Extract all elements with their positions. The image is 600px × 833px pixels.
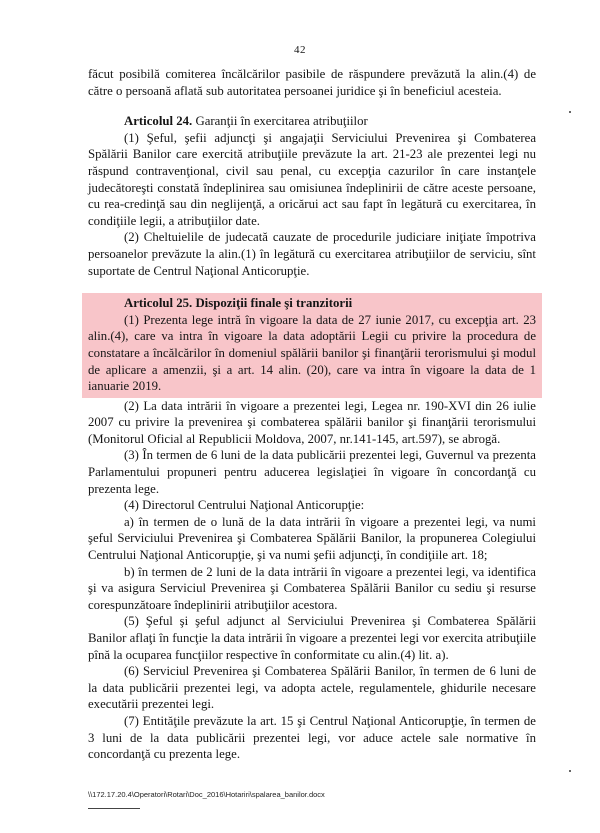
article-25-paragraph-2: (2) La data intrării în vigoare a prezentei legi, Legea nr. 190-XVI din 26 iulie 2007 cu privire la prevenirea şi combaterea spălării banilor şi finanţării terorismului (Monitorul Oficial al Republicii Moldova, 2007, nr.141-145, art.597), se abrogă. [88,398,536,446]
footer-file-path: \\172.17.20.4\Operatori\Rotari\Doc_2016\Hotariri\spalarea_banilor.docx [88,790,325,799]
article-24-paragraph-1: (1) Şeful, şefii adjuncţi şi angajaţii Serviciului Prevenirea şi Combaterea Spălării Banilor care exercită atribuţiile prevăzute la art. 21-23 ale prezentei legi nu răspund contravenţional, civil sau penal, cu excepţia cazurilor în care instanţele judecătoreşti constată îndeplinirea sau omisiunea îndeplinirii de către aceste persoane, cu rea-credinţă sau din neglijenţă, a oricărui act sau fapt în legătură cu exercitarea, în condiţiile legii, a atribuţiilor date. [88,130,536,228]
article-25-paragraph-7: (7) Entităţile prevăzute la art. 15 şi Centrul Naţional Anticorupţie, în termen de 3 luni de la data publicării prezentei legi, vor aduce actele sale normative în concordanţă cu prezenta lege. [88,713,536,762]
article-24-label: Articolul 24. [124,114,193,129]
footer-rule [88,808,140,809]
article-25-paragraph-5: (5) Şeful şi şeful adjunct al Serviciului Prevenirea şi Combaterea Spălării Banilor aflaţi în funcţie la data intrării în vigoare a prezentei legi vor exercita atribuţiile pînă la ocuparea funcţiilor respective în conformitate cu alin.(4) lit. a). [88,614,536,662]
article-25-paragraph-3: (3) În termen de 6 luni de la data publicării prezentei legi, Guvernul va prezenta Parlamentului propuneri pentru aducerea legislaţiei în vigoare în concordanţă cu prezenta lege. [88,448,536,496]
article-24-title: Garanţii în exercitarea atribuţiilor [192,114,368,129]
article-24-heading [88,113,536,130]
intro-paragraph: făcut posibilă comiterea încălcărilor pasibile de răspundere prevăzută la alin.(4) de către o persoană aflată sub autoritatea persoanei juridice şi în beneficiul acesteia. [88,67,536,98]
article-25-paragraph-6: (6) Serviciul Prevenirea şi Combaterea Spălării Banilor, în termen de 6 luni de la data publicării prezentei legi, va adopta actele, regulamentele, ghidurile necesare executării prezentei legi. [88,664,536,712]
article-25-heading: Articolul 25. Dispoziţii finale şi tranzitorii [124,296,353,311]
highlighted-block [82,293,542,398]
article-25-paragraph-1: (1) Prezenta lege intră în vigoare la data de 27 iunie 2017, cu excepţia art. 23 alin.(4), care va intra în vigoare la data adoptării Legii cu privire la procedura de constatare a încălcărilor în domeniul spălării banilor şi finanţării terorismului şi modul de aplicare a amenzii, şi a art. 14 alin. (20), care va intra în vigoare la data de 1 ianuarie 2019. [88,312,536,394]
article-25-paragraph-4: (4) Directorul Centrului Naţional Anticorupţie: [124,498,365,513]
document-body [88,66,536,763]
article-24-paragraph-2: (2) Cheltuielile de judecată cauzate de procedurile judiciare iniţiate împotriva persoanelor prevăzute la alin.(1) în legătură cu exercitarea atribuţiilor de serviciu, sînt suportate de Centrul Naţional Anticorupţie. [88,230,536,278]
margin-mark [569,111,571,113]
page-number: 42 [294,44,306,56]
margin-mark [569,770,571,772]
article-25-paragraph-4b: b) în termen de 2 luni de la data intrării în vigoare a prezentei legi, va identifica şi va asigura Serviciul Prevenirea şi Combaterea Spălării Banilor cu sediu şi resurse corespunzătoare îndeplinirii atribuţiilor acestora. [88,564,536,612]
article-25-paragraph-4a: a) în termen de o lună de la data intrării în vigoare a prezentei legi, va numi şeful Serviciului Prevenirea şi Combaterea Spălării Banilor, la propunerea Colegiului Centrului Naţional Anticorupţie, şi va numi şefii adjuncţi, în condiţiile art. 18; [88,514,536,563]
